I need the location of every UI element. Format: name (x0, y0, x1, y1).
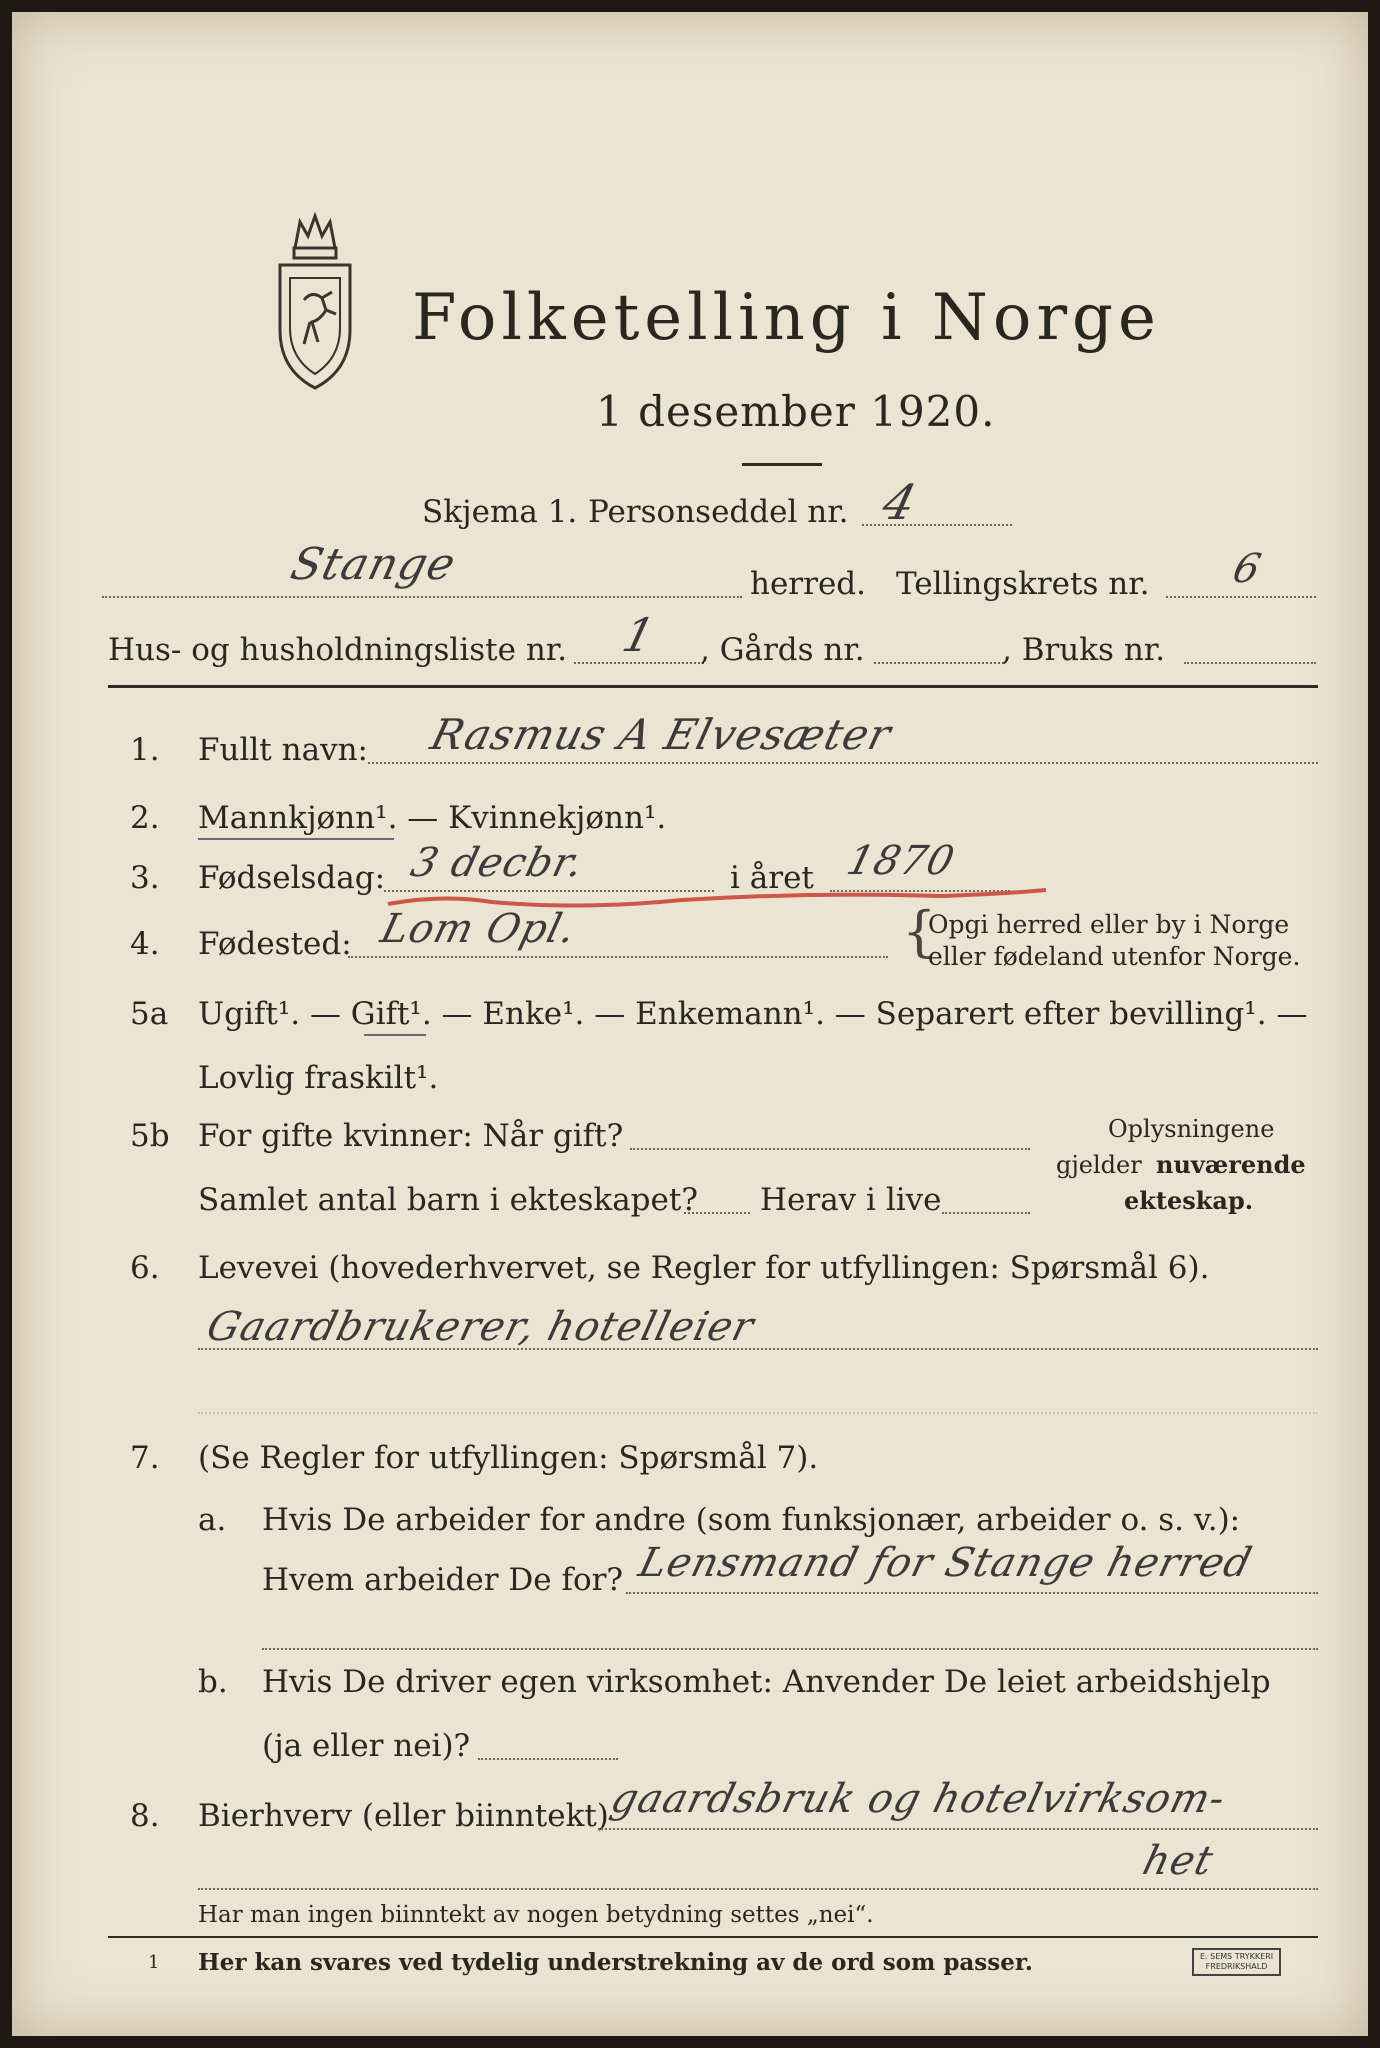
q1-number: 1. (130, 732, 160, 768)
q7b-question: Hvis De driver egen virksomhet: Anvender De leiet arbeidshjelp (262, 1664, 1271, 1700)
q4-note-line1: Opgi herred eller by i Norge (928, 910, 1290, 939)
q7b-letter: b. (198, 1664, 228, 1700)
printer-stamp-line1: E. SEMS TRYKKERI (1200, 1952, 1274, 1961)
q5b-note-line1: Oplysningene (1108, 1115, 1275, 1143)
footnote-text: Her kan svares ved tydelig understrekning av de ord som passer. (198, 1949, 1033, 1976)
bruks-label: , Bruks nr. (1002, 632, 1166, 668)
coat-of-arms-icon (260, 210, 370, 390)
herred-value: Stange (285, 539, 462, 590)
q6-label: Levevei (hovederhvervet, se Regler for utfyllingen: Spørsmål 6). (198, 1250, 1210, 1286)
q7b-label: (ja eller nei)? (262, 1728, 471, 1764)
side-income-value: gaardsbruk og hotelvirksom- (606, 1776, 1231, 1822)
gards-line (874, 662, 1004, 664)
full-name-value: Rasmus A Elvesæter (426, 710, 897, 759)
q8-number: 8. (130, 1798, 160, 1834)
q4-label: Fødested: (198, 926, 352, 962)
herred-label: herred. (750, 566, 866, 602)
q7a-letter: a. (198, 1502, 227, 1538)
q4-note-line2: eller fødeland utenfor Norge. (928, 942, 1301, 971)
q7a-line (626, 1592, 1318, 1594)
q5a-number: 5a (130, 996, 169, 1032)
q5a-marital-options-2: Lovlig fraskilt¹. (198, 1060, 439, 1096)
q5b-note-line2a: gjelder (1056, 1151, 1142, 1179)
q1-line (368, 762, 1318, 764)
tellingskrets-label: Tellingskrets nr. (896, 566, 1150, 602)
footer-rule (108, 1936, 1318, 1938)
herred-line (102, 596, 742, 598)
q5b-note-line2b: nuværende (1156, 1150, 1306, 1179)
birth-year-value: 1870 (842, 838, 960, 884)
printer-stamp-line2: FREDRIKSHALD (1205, 1962, 1268, 1971)
q8-line (598, 1828, 1318, 1830)
q5b-children-line (684, 1212, 750, 1214)
gards-label: , Gårds nr. (700, 632, 865, 668)
q7a-question: Hvis De arbeider for andre (som funksjonær, arbeider o. s. v.): (262, 1502, 1241, 1538)
printer-stamp (1192, 1948, 1281, 1976)
bruks-line (1184, 662, 1316, 664)
q7-number: 7. (130, 1440, 160, 1476)
tellingskrets-line (1166, 596, 1316, 598)
q7a-label: Hvem arbeider De for? (262, 1562, 624, 1598)
q5a-selection-underline (364, 1034, 426, 1036)
employer-value: Lensmand for Stange herred (634, 1540, 1257, 1586)
q5b-when-married-label: For gifte kvinner: Når gift? (198, 1118, 624, 1154)
q1-label: Fullt navn: (198, 732, 368, 768)
q5a-marital-options: Ugift¹. — Gift¹. — Enke¹. — Enkemann¹. — Separert efter bevilling¹. — (198, 996, 1308, 1032)
occupation-value: Gaardbrukerer, hotelleier (202, 1304, 759, 1350)
q3-year-label: i året (730, 860, 814, 896)
side-income-value-2: het (1138, 1838, 1219, 1884)
q8-label: Bierhverv (eller biinntekt) (198, 1798, 609, 1834)
q7-label: (Se Regler for utfyllingen: Spørsmål 7). (198, 1440, 819, 1476)
q5b-when-married-line (630, 1148, 1030, 1150)
q2-selection-underline (198, 838, 394, 840)
q6-line-2 (198, 1412, 1318, 1414)
q4-brace: { (902, 900, 937, 963)
q7a-line-2 (262, 1648, 1318, 1650)
husliste-label: Hus- og husholdningsliste nr. (108, 632, 568, 668)
q5b-note-line3: ekteskap. (1124, 1186, 1254, 1215)
husliste-value: 1 (617, 608, 662, 662)
census-date: 1 desember 1920. (596, 387, 996, 436)
personseddel-value: 4 (877, 475, 923, 531)
tellingskrets-value: 6 (1228, 546, 1267, 592)
q5b-alive-line (942, 1212, 1030, 1214)
q5b-children-label: Samlet antal barn i ekteskapet? (198, 1182, 698, 1218)
q6-number: 6. (130, 1250, 160, 1286)
no-income-note: Har man ingen biinntekt av nogen betydning settes „nei“. (198, 1902, 874, 1928)
q5b-alive-label: Herav i live (760, 1182, 942, 1218)
q3-label: Fødselsdag: (198, 860, 386, 896)
husliste-line (574, 662, 704, 664)
birthplace-value: Lom Opl. (376, 906, 581, 952)
q4-number: 4. (130, 926, 160, 962)
header-rule (108, 685, 1318, 688)
title-divider (742, 463, 822, 466)
skjema-label: Skjema 1. (422, 494, 578, 530)
footnote-marker: 1 (148, 1952, 160, 1973)
census-form (12, 12, 1368, 2036)
personseddel-label: Personseddel nr. (588, 494, 849, 530)
q2-gender-options: Mannkjønn¹. — Kvinnekjønn¹. (198, 800, 667, 836)
q3-number: 3. (130, 860, 160, 896)
q6-line-1 (198, 1348, 1318, 1350)
q8-line-2 (198, 1888, 1318, 1890)
q2-number: 2. (130, 800, 160, 836)
q4-line (348, 956, 888, 958)
birthday-value: 3 decbr. (406, 840, 589, 886)
form-title: Folketelling i Norge (412, 281, 1161, 355)
q5b-number: 5b (130, 1118, 170, 1154)
q7b-line (478, 1758, 618, 1760)
